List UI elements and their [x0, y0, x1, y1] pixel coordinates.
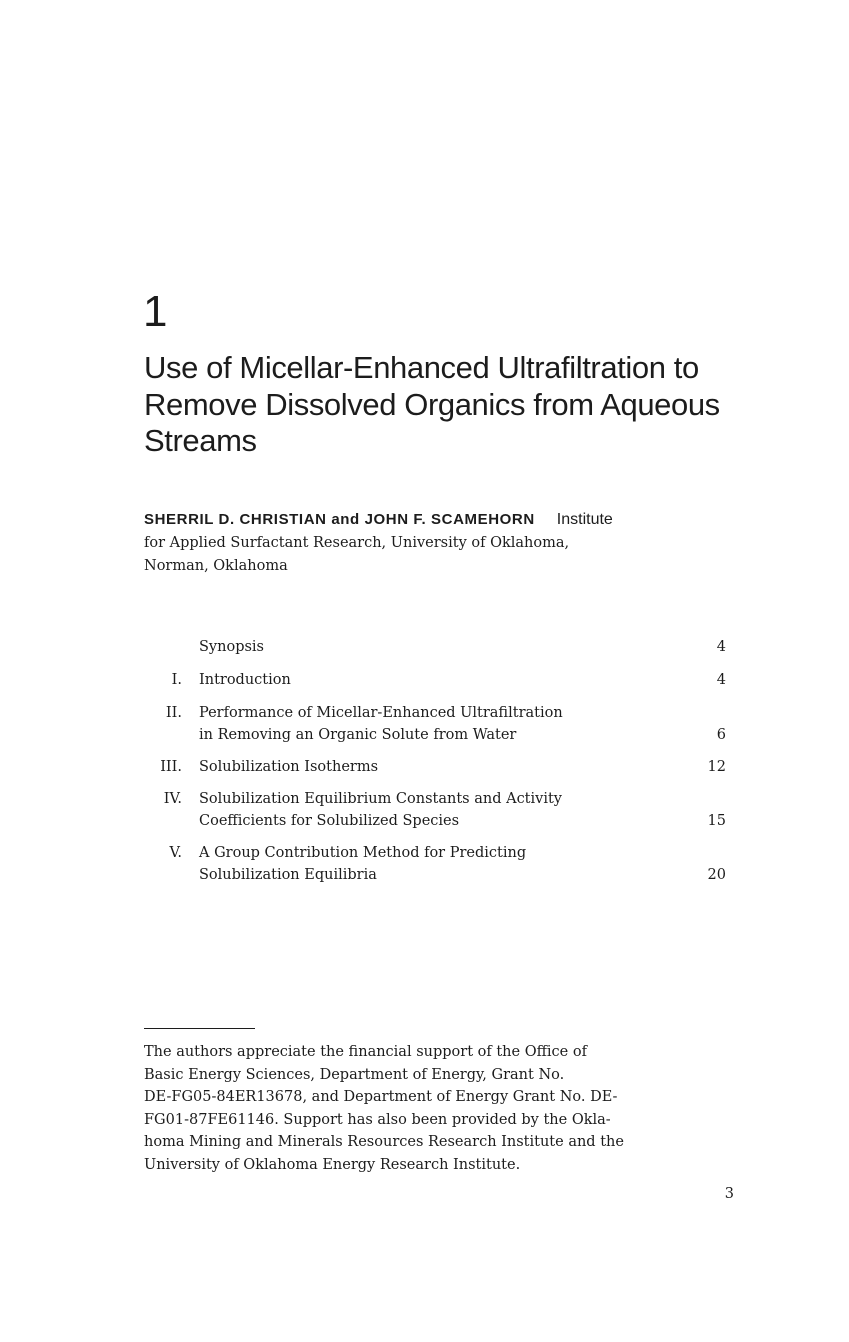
affiliation-line: Norman, Oklahoma [144, 558, 288, 574]
toc-entry-title [199, 788, 669, 832]
toc-entry [144, 636, 726, 658]
footnote-line: DE-FG05-84ER13678, and Department of Energy Grant No. DE- [144, 1089, 618, 1105]
toc-entry-title-line: Synopsis [199, 639, 264, 655]
toc-entry-title [199, 842, 669, 886]
chapter-title [144, 350, 764, 460]
toc-entry-title-line: A Group Contribution Method for Predicting [199, 845, 527, 861]
toc-entry [144, 756, 726, 778]
affiliation-line: for Applied Surfactant Research, University of Oklahoma, [144, 535, 570, 551]
toc-entry-page: 4 [716, 672, 726, 688]
authors: SHERRIL D. CHRISTIAN and JOHN F. SCAMEHORN [144, 511, 535, 528]
toc-entry-title-line: Coefficients for Solubilized Species [199, 813, 460, 829]
toc-entry-number: III. [160, 759, 182, 775]
institution-fragment: Institute [556, 511, 613, 528]
toc-entry-number: IV. [163, 791, 182, 807]
toc-entry-title [199, 669, 669, 691]
chapter-title-line: Use of Micellar-Enhanced Ultrafiltration to [144, 350, 699, 385]
toc-entry [144, 842, 726, 886]
toc-entry-title-line: in Removing an Organic Solute from Water [199, 727, 517, 743]
toc-entry-number: I. [171, 672, 182, 688]
table-of-contents [144, 636, 726, 886]
toc-entry [144, 788, 726, 832]
footnote-rule [144, 1028, 255, 1029]
toc-entry-title-line: Performance of Micellar-Enhanced Ultrafiltration [199, 705, 563, 721]
toc-entry-page: 12 [707, 759, 726, 775]
footnote [144, 1041, 744, 1176]
toc-entry-title [199, 636, 669, 658]
toc-entry-title-line: Introduction [199, 672, 291, 688]
toc-entry-title-line: Solubilization Equilibria [199, 867, 377, 883]
toc-entry-page: 20 [707, 867, 726, 883]
byline [144, 508, 744, 578]
toc-entry-title-line: Solubilization Isotherms [199, 759, 379, 775]
toc-entry-title-line: Solubilization Equilibrium Constants and Activity [199, 791, 562, 807]
toc-entry-number: II. [165, 705, 182, 721]
chapter-title-line: Remove Dissolved Organics from Aqueous [144, 386, 720, 422]
footnote-line: The authors appreciate the financial support of the Office of [144, 1044, 587, 1060]
footnote-line: FG01-87FE61146. Support has also been provided by the Okla- [144, 1111, 611, 1128]
toc-entry-page: 6 [716, 727, 726, 743]
toc-entry-page: 4 [716, 639, 726, 655]
footnote-line: Basic Energy Sciences, Department of Energy, Grant No. [144, 1066, 565, 1083]
chapter-number: 1 [143, 287, 168, 336]
chapter-title-line: Streams [144, 423, 257, 458]
toc-entry [144, 669, 726, 691]
page-number: 3 [724, 1186, 734, 1202]
toc-entry-title [199, 702, 669, 746]
toc-entry-page: 15 [707, 813, 726, 829]
toc-entry-title [199, 756, 669, 778]
toc-entry-number: V. [169, 845, 182, 861]
footnote-line: homa Mining and Minerals Resources Research Institute and the [144, 1134, 624, 1150]
toc-entry [144, 702, 726, 746]
footnote-line: University of Oklahoma Energy Research Institute. [144, 1156, 521, 1173]
